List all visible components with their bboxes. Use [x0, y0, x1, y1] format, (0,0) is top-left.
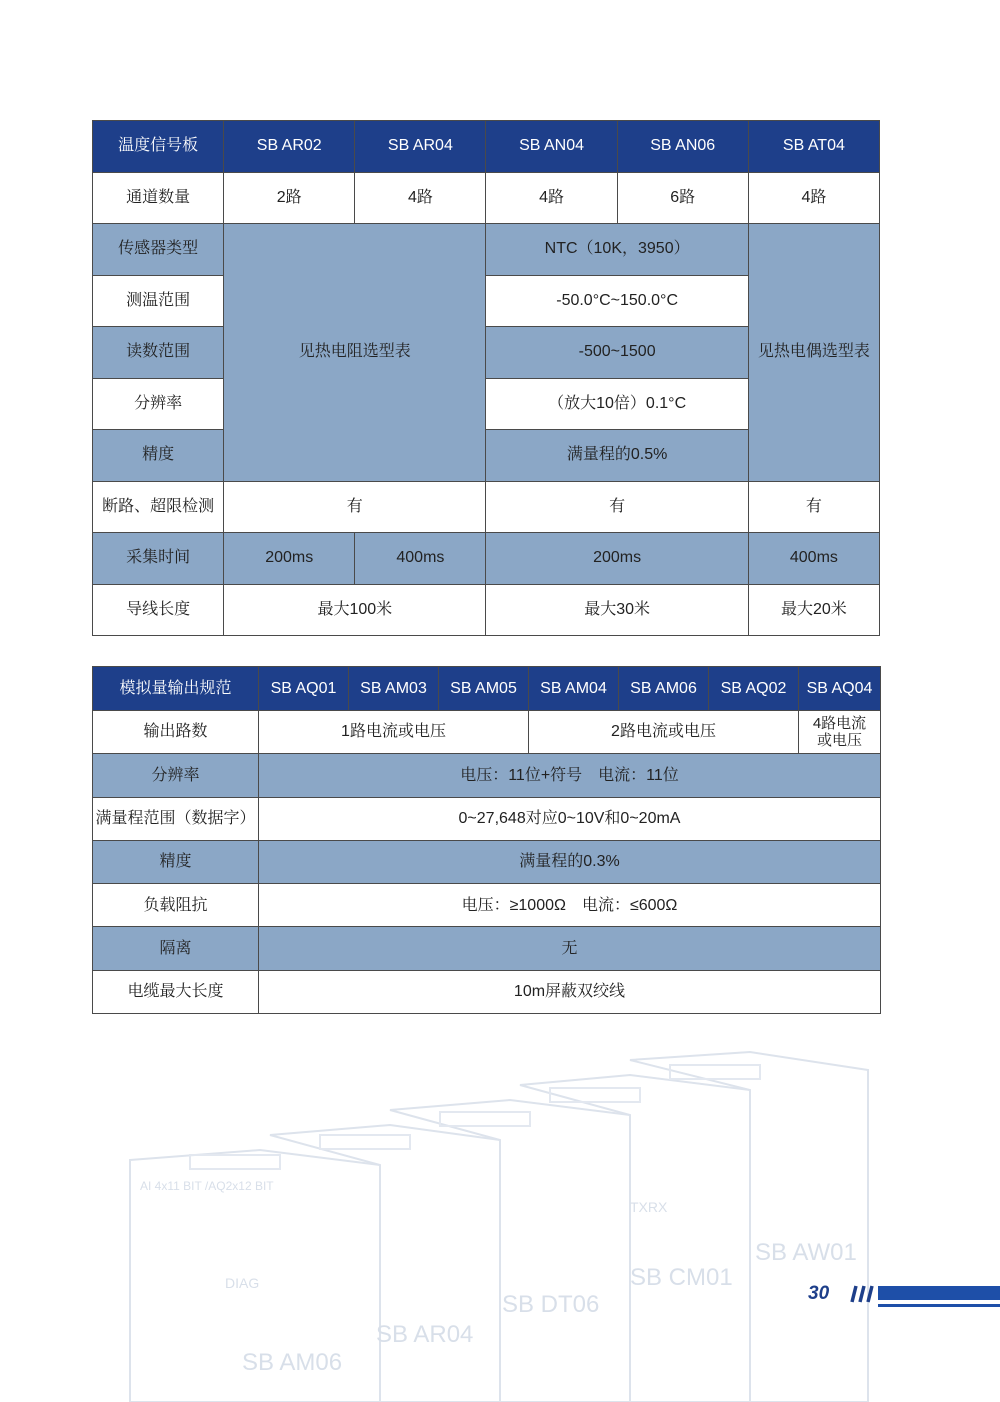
cell: 200ms	[224, 533, 355, 585]
row-label: 分辨率	[93, 378, 224, 430]
model-sb-an06: SB AN06	[617, 121, 748, 173]
bg-label: SB AR04	[376, 1321, 474, 1348]
cell: -50.0°C~150.0°C	[486, 275, 748, 327]
cell	[799, 711, 881, 754]
row-label: 满量程范围（数据字）	[93, 797, 259, 840]
row-label: 精度	[93, 840, 259, 883]
bg-label: AI 4x11 BIT /AQ2x12 BIT	[140, 1179, 274, 1193]
bg-label: SB CM01	[630, 1264, 733, 1291]
model-sb-ar04: SB AR04	[355, 121, 486, 173]
page-number: 30	[808, 1283, 830, 1304]
row-label: 传感器类型	[93, 224, 224, 276]
at-merged-cell: 见热电偶选型表	[748, 224, 879, 482]
row-label: 导线长度	[93, 584, 224, 636]
row-label: 测温范围	[93, 275, 224, 327]
row-label: 隔离	[93, 927, 259, 970]
cell: -500~1500	[486, 327, 748, 379]
table-row	[93, 797, 881, 840]
ar-merged-cell: 见热电阻选型表	[224, 224, 486, 482]
model-sb-am05: SB AM05	[439, 667, 529, 711]
cell: 6路	[617, 172, 748, 224]
cell: 4路	[748, 172, 879, 224]
table-row	[93, 840, 881, 883]
model-sb-aq04: SB AQ04	[799, 667, 881, 711]
cell: 200ms	[486, 533, 748, 585]
cell: 最大20米	[748, 584, 879, 636]
cell: 电压：≥1000Ω 电流：≤600Ω	[259, 884, 881, 927]
bg-label: DIAG	[225, 1275, 260, 1291]
row-label: 读数范围	[93, 327, 224, 379]
table-row	[93, 970, 881, 1013]
cell: （放大10倍）0.1°C	[486, 378, 748, 430]
page-stripe-line	[878, 1304, 1000, 1307]
table2-title: 模拟量输出规范	[93, 667, 259, 711]
cell: NTC（10K，3950）	[486, 224, 748, 276]
cell: 最大30米	[486, 584, 748, 636]
cell: 有	[224, 481, 486, 533]
cell: 满量程的0.5%	[486, 430, 748, 482]
model-sb-aq02: SB AQ02	[709, 667, 799, 711]
bg-label: TXRX	[630, 1199, 668, 1215]
table-row	[93, 584, 880, 636]
table1-title: 温度信号板	[93, 121, 224, 173]
cell: 0~27,648对应0~10V和0~20mA	[259, 797, 881, 840]
analog-output-table	[92, 666, 881, 1014]
table-row	[93, 884, 881, 927]
model-sb-aq01: SB AQ01	[259, 667, 349, 711]
table-row	[93, 754, 881, 797]
model-sb-at04: SB AT04	[748, 121, 879, 173]
cell: 有	[486, 481, 748, 533]
table2-header-row	[93, 667, 881, 711]
model-sb-an04: SB AN04	[486, 121, 617, 173]
cell-line: 4路电流	[812, 714, 867, 732]
cell: 2路	[224, 172, 355, 224]
table-row	[93, 224, 880, 276]
page-stripe-bar	[878, 1286, 1000, 1300]
cell: 最大100米	[224, 584, 486, 636]
model-sb-am04: SB AM04	[529, 667, 619, 711]
row-label: 精度	[93, 430, 224, 482]
table-row	[93, 927, 881, 970]
cell: 400ms	[355, 533, 486, 585]
product-modules-illustration	[110, 1040, 890, 1402]
row-label: 分辨率	[93, 754, 259, 797]
cell: 满量程的0.3%	[259, 840, 881, 883]
cell: 400ms	[748, 533, 879, 585]
model-sb-ar02: SB AR02	[224, 121, 355, 173]
table1-header-row	[93, 121, 880, 173]
row-label: 电缆最大长度	[93, 970, 259, 1013]
cell: 4路	[355, 172, 486, 224]
model-sb-am03: SB AM03	[349, 667, 439, 711]
row-label: 负载阻抗	[93, 884, 259, 927]
table-row	[93, 533, 880, 585]
row-label: 通道数量	[93, 172, 224, 224]
cell: 无	[259, 927, 881, 970]
table-row	[93, 711, 881, 754]
cell: 4路	[486, 172, 617, 224]
cell: 10m屏蔽双绞线	[259, 970, 881, 1013]
cell-line: 或电压	[816, 732, 862, 750]
cell: 1路电流或电压	[259, 711, 529, 754]
table-row	[93, 481, 880, 533]
cell: 有	[748, 481, 879, 533]
page-slashes-icon	[846, 1285, 876, 1303]
table-row	[93, 172, 880, 224]
bg-label: SB AW01	[755, 1239, 857, 1266]
cell: 2路电流或电压	[529, 711, 799, 754]
cell: 电压：11位+符号 电流：11位	[259, 754, 881, 797]
row-label: 断路、超限检测	[93, 481, 224, 533]
bg-label: SB DT06	[502, 1291, 600, 1318]
row-label: 输出路数	[93, 711, 259, 754]
bg-label: SB AM06	[242, 1349, 343, 1376]
temperature-board-table	[92, 120, 880, 636]
row-label: 采集时间	[93, 533, 224, 585]
model-sb-am06: SB AM06	[619, 667, 709, 711]
